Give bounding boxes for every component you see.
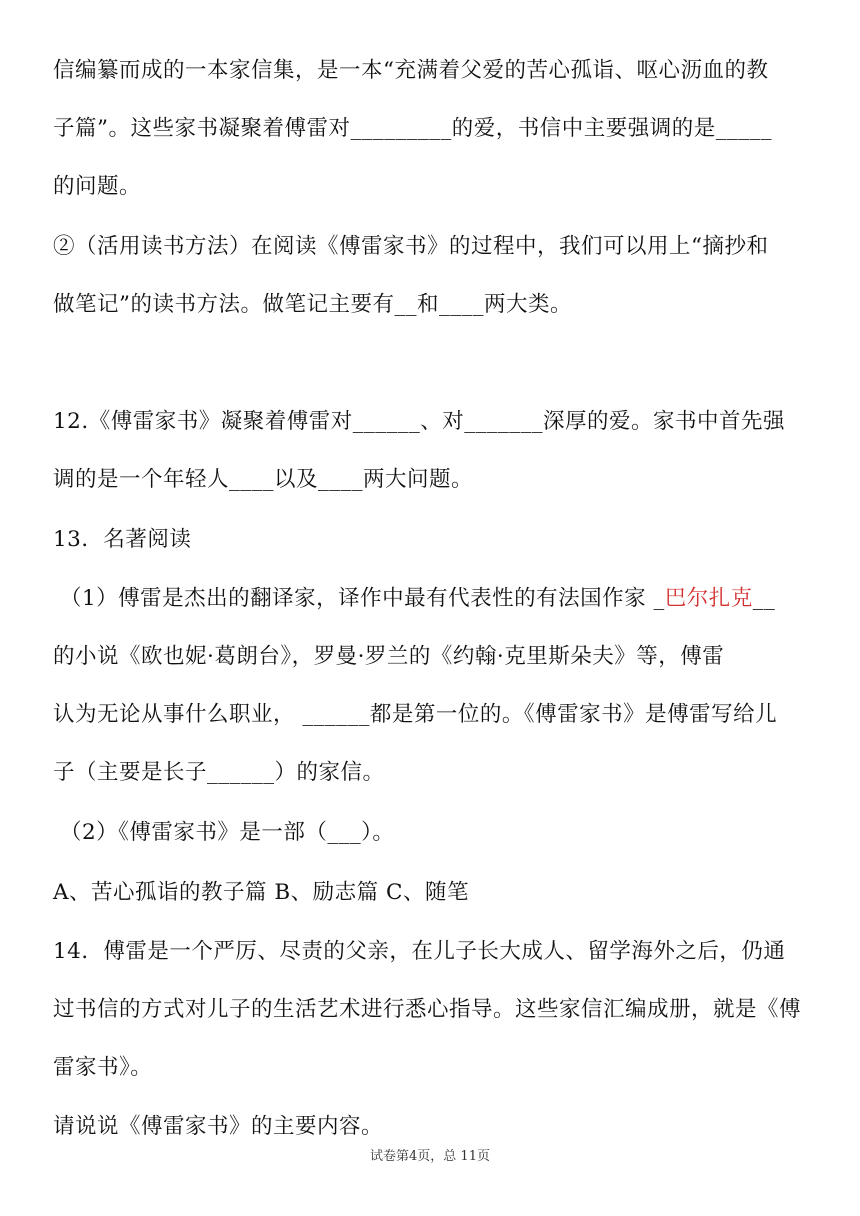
question-14-line-1: 14．傅雷是一个严厉、尽责的父亲，在儿子长大成人、留学海外之后，仍通: [53, 939, 786, 964]
question-13-2-options: A、苦心孤诣的教子篇 B、励志篇 C、随笔: [53, 880, 469, 905]
question-13-1-line-3: 认为无论从事什么职业， ______都是第一位的。《傅雷家书》是傅雷写给儿: [53, 702, 778, 727]
blank-underline: __: [752, 586, 776, 611]
question-13-1-line-1: [60, 584, 820, 614]
question-text: （1）傅雷是杰出的翻译家，译作中最有代表性的有法国作家 _: [60, 586, 665, 611]
text-line-2: 子篇”。这些家书凝聚着傅雷对_________的爱，书信中主要强调的是_____: [53, 116, 772, 141]
question-12-line-1: 12.《傅雷家书》凝聚着傅雷对______、对_______深厚的爱。家书中首先强: [53, 409, 785, 434]
question-12-line-2: 调的是一个年轻人____以及____两大问题。: [53, 467, 474, 492]
answer-text: 巴尔扎克: [664, 586, 753, 611]
question-14-line-3: 雷家书》。: [53, 1055, 153, 1080]
text-line-5: 做笔记”的读书方法。做笔记主要有__和____两大类。: [53, 292, 572, 317]
text-line-3: 的问题。: [53, 174, 142, 199]
question-13-2: （2）《傅雷家书》是一部（___）。: [60, 820, 395, 845]
question-13-1-line-4: 子（主要是长子______）的家信。: [53, 760, 385, 785]
text-line-1: 信编纂而成的一本家信集，是一本“充满着父爱的苦心孤诣、呕心沥血的教: [53, 58, 769, 83]
question-14-prompt: 请说说《傅雷家书》的主要内容。: [53, 1114, 384, 1139]
text-line-4: ②（活用读书方法）在阅读《傅雷家书》的过程中，我们可以用上“摘抄和: [53, 234, 769, 259]
question-13-heading: 13．名著阅读: [53, 527, 192, 552]
question-14-line-2: 过书信的方式对儿子的生活艺术进行悉心指导。这些家信汇编成册，就是《傅: [53, 997, 802, 1022]
page-footer: 试卷第4页，总 11页: [370, 1149, 490, 1164]
question-13-1-line-2: 的小说《欧也妮·葛朗台》，罗曼·罗兰的《约翰·克里斯朵夫》等，傅雷: [53, 644, 725, 669]
